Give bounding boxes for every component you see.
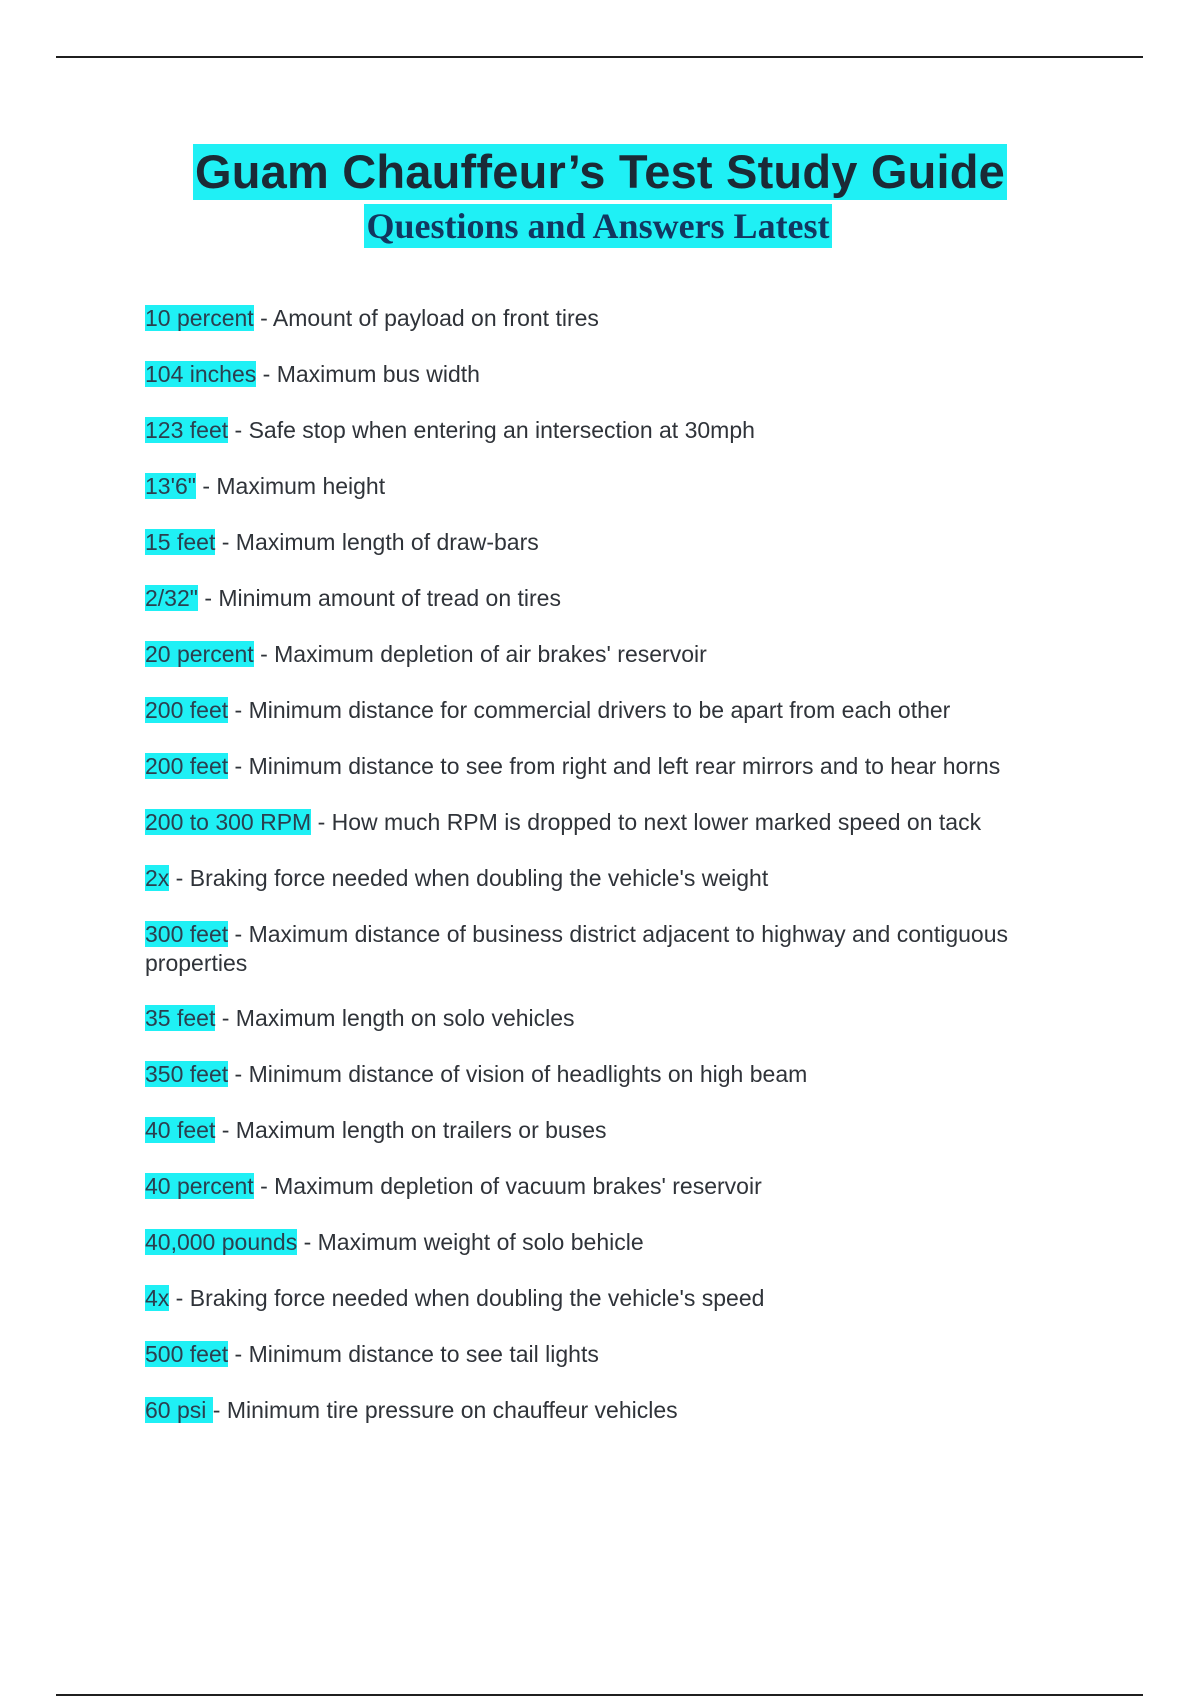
answer-term: 2/32" (145, 585, 198, 611)
answer-term: 2x (145, 865, 170, 891)
answer-term: 40,000 pounds (145, 1229, 298, 1255)
subtitle-block (0, 204, 1200, 248)
answer-term: 40 feet (145, 1117, 216, 1143)
qa-entry (145, 1396, 1065, 1425)
answer-term: 500 feet (145, 1341, 229, 1367)
question-text: - Maximum length on trailers or buses (215, 1117, 607, 1143)
question-text: - Braking force needed when doubling the vehicle's speed (169, 1285, 765, 1311)
qa-entry (145, 1340, 1065, 1369)
answer-term: 200 feet (145, 697, 229, 723)
answer-term: 40 percent (145, 1173, 254, 1199)
answer-term: 35 feet (145, 1005, 216, 1031)
qa-entry (145, 1116, 1065, 1145)
answer-term: 4x (145, 1285, 170, 1311)
qa-entry (145, 360, 1065, 389)
question-text: - Minimum amount of tread on tires (197, 585, 561, 611)
answer-term: 104 inches (145, 361, 257, 387)
question-text: - Minimum distance to see tail lights (228, 1341, 599, 1367)
qa-entry (145, 416, 1065, 445)
question-text: - Maximum height (195, 473, 386, 499)
question-text: - Maximum depletion of vacuum brakes' reservoir (253, 1173, 762, 1199)
qa-entry (145, 304, 1065, 333)
qa-entry (145, 640, 1065, 669)
answer-term: 13'6" (145, 473, 196, 499)
answer-term: 300 feet (145, 921, 229, 947)
qa-entry (145, 752, 1065, 781)
qa-entry (145, 808, 1065, 837)
question-text: - How much RPM is dropped to next lower marked speed on tack (311, 809, 982, 835)
answer-term: 200 to 300 RPM (145, 809, 312, 835)
qa-entry (145, 1228, 1065, 1257)
answer-term: 200 feet (145, 753, 229, 779)
question-text: - Maximum distance of business district adjacent to highway and contiguous properties (145, 921, 1008, 976)
question-text: - Maximum length of draw-bars (215, 529, 539, 555)
question-text: - Maximum depletion of air brakes' reservoir (253, 641, 707, 667)
qa-entry (145, 864, 1065, 893)
qa-entry (145, 584, 1065, 613)
answer-term: 350 feet (145, 1061, 229, 1087)
qa-entry (145, 920, 1065, 978)
qa-entry (145, 696, 1065, 725)
answer-term: 20 percent (145, 641, 254, 667)
answer-term: 123 feet (145, 417, 229, 443)
qa-entry (145, 528, 1065, 557)
answer-term: 60 psi (145, 1397, 213, 1423)
qa-entry (145, 1060, 1065, 1089)
top-divider (56, 56, 1143, 58)
question-text: - Minimum tire pressure on chauffeur vehicles (212, 1397, 678, 1423)
question-text: - Maximum weight of solo behicle (297, 1229, 644, 1255)
answer-term: 15 feet (145, 529, 216, 555)
question-text: - Minimum distance for commercial drivers to be apart from each other (228, 697, 951, 723)
page-subtitle: Questions and Answers Latest (366, 206, 830, 246)
answer-term: 10 percent (145, 305, 254, 331)
question-text: - Minimum distance of vision of headlights on high beam (228, 1061, 808, 1087)
bottom-divider (56, 1694, 1143, 1696)
question-text: - Minimum distance to see from right and left rear mirrors and to hear horns (228, 753, 1001, 779)
question-text: - Amount of payload on front tires (253, 305, 599, 331)
question-text: - Maximum length on solo vehicles (215, 1005, 575, 1031)
question-text: - Maximum bus width (256, 361, 480, 387)
qa-entry (145, 1004, 1065, 1033)
qa-entry (145, 1172, 1065, 1201)
page-title: Guam Chauffeur’s Test Study Guide (194, 145, 1006, 198)
qa-entry (145, 472, 1065, 501)
question-text: - Braking force needed when doubling the vehicle's weight (169, 865, 769, 891)
qa-list (145, 304, 1065, 1452)
title-block (0, 144, 1200, 200)
qa-entry (145, 1284, 1065, 1313)
question-text: - Safe stop when entering an intersection at 30mph (228, 417, 755, 443)
